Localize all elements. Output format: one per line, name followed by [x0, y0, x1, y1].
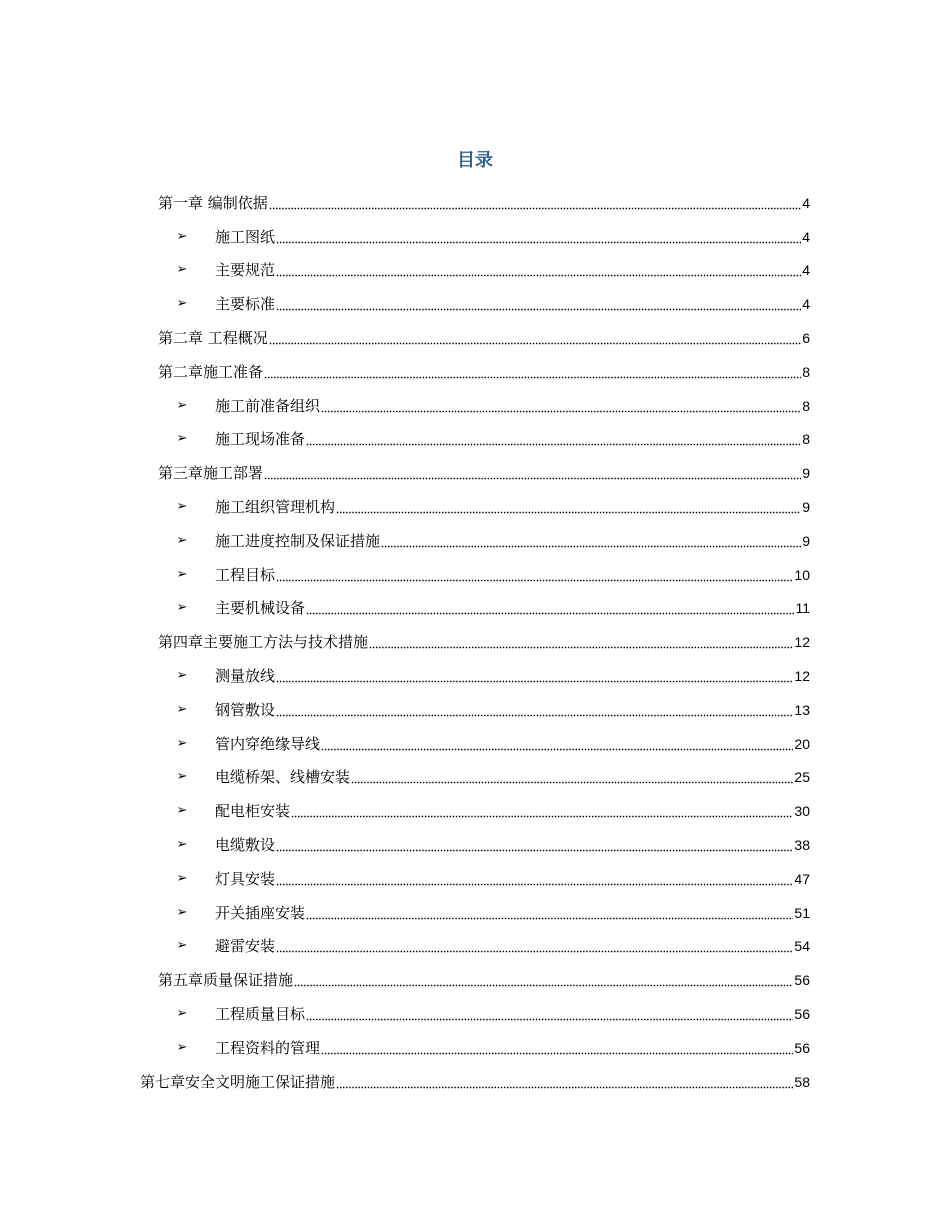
- toc-entry-text: 管内穿绝缘导线: [215, 734, 321, 753]
- toc-entry-text: 避雷安装: [215, 937, 276, 956]
- arrow-bullet-icon: ➢: [176, 870, 188, 886]
- arrow-bullet-icon: ➢: [176, 769, 188, 785]
- toc-entry-text: 测量放线: [215, 667, 276, 686]
- toc-page-number: 9: [802, 499, 810, 516]
- toc-entry-text: 钢管敷设: [215, 700, 276, 719]
- arrow-bullet-icon: ➢: [176, 431, 188, 447]
- toc-page-number: 4: [802, 228, 810, 245]
- dot-leader: [306, 429, 801, 449]
- arrow-bullet-icon: ➢: [176, 735, 188, 751]
- dot-leader: [369, 632, 793, 652]
- dot-leader: [306, 1004, 793, 1024]
- toc-title: 目录: [457, 150, 493, 171]
- toc-entry-text: 主要标准: [215, 295, 276, 314]
- dot-leader: [336, 1072, 793, 1092]
- toc-page-number: 12: [794, 634, 810, 651]
- toc-section-entry[interactable]: [0, 592, 950, 626]
- toc-entry-text: 第一章 编制依据: [158, 193, 268, 212]
- toc-section-entry[interactable]: [0, 862, 950, 896]
- dot-leader: [321, 734, 793, 754]
- toc-entry-text: 开关插座安装: [215, 903, 306, 922]
- dot-leader: [276, 260, 801, 280]
- dot-leader: [276, 936, 793, 956]
- toc-section-entry[interactable]: [0, 254, 950, 288]
- toc-entry-text: 主要机械设备: [215, 599, 306, 618]
- toc-entry-text: 施工现场准备: [215, 430, 306, 449]
- dot-leader: [294, 970, 793, 990]
- toc-entry-text: 工程质量目标: [215, 1005, 306, 1024]
- toc-entry-text: 第二章 工程概况: [158, 329, 268, 348]
- dot-leader: [269, 328, 801, 348]
- dot-leader: [269, 193, 801, 213]
- toc-section-entry[interactable]: [0, 727, 950, 761]
- toc-page-number: 58: [794, 1073, 810, 1090]
- dot-leader: [276, 565, 793, 585]
- toc-section-entry[interactable]: [0, 1031, 950, 1065]
- toc-entry-text: 电缆敷设: [215, 836, 276, 855]
- toc-entry-text: 配电柜安装: [215, 802, 291, 821]
- dot-leader: [276, 666, 793, 686]
- arrow-bullet-icon: ➢: [176, 1006, 188, 1022]
- arrow-bullet-icon: ➢: [176, 566, 188, 582]
- toc-entry-text: 施工前准备组织: [215, 396, 321, 415]
- toc-entry-text: 第三章施工部署: [158, 464, 264, 483]
- toc-page-number: 30: [794, 803, 810, 820]
- arrow-bullet-icon: ➢: [176, 228, 188, 244]
- toc-page-number: 25: [794, 769, 810, 786]
- toc-section-entry[interactable]: [0, 490, 950, 524]
- toc-page-number: 4: [802, 262, 810, 279]
- dot-leader: [291, 801, 793, 821]
- toc-section-entry[interactable]: [0, 896, 950, 930]
- dot-leader: [276, 294, 801, 314]
- toc-entry-text: 灯具安装: [215, 869, 276, 888]
- toc-chapter-entry[interactable]: [0, 963, 950, 997]
- toc-entry-text: 第七章安全文明施工保证措施: [140, 1072, 336, 1091]
- toc-chapter-entry[interactable]: [0, 625, 950, 659]
- toc-page-number: 6: [802, 330, 810, 347]
- toc-entry-text: 工程资料的管理: [215, 1038, 321, 1057]
- toc-page-number: 56: [794, 972, 810, 989]
- arrow-bullet-icon: ➢: [176, 701, 188, 717]
- toc-page-number: 56: [794, 1039, 810, 1056]
- arrow-bullet-icon: ➢: [176, 600, 188, 616]
- toc-chapter-entry[interactable]: [0, 186, 950, 220]
- toc-page-number: 4: [802, 194, 810, 211]
- toc-entry-text: 工程目标: [215, 565, 276, 584]
- toc-entry-text: 第五章质量保证措施: [158, 971, 294, 990]
- toc-page-number: 4: [802, 296, 810, 313]
- dot-leader: [321, 396, 801, 416]
- toc-page-number: 8: [802, 431, 810, 448]
- arrow-bullet-icon: ➢: [176, 397, 188, 413]
- dot-leader: [306, 903, 793, 923]
- toc-section-entry[interactable]: [0, 220, 950, 254]
- toc-page-number: 20: [794, 735, 810, 752]
- toc-entry-text: 第二章施工准备: [158, 362, 264, 381]
- toc-section-entry[interactable]: [0, 423, 950, 457]
- toc-entry-text: 施工组织管理机构: [215, 498, 336, 517]
- toc-section-entry[interactable]: [0, 794, 950, 828]
- dot-leader: [264, 362, 801, 382]
- dot-leader: [276, 869, 793, 889]
- arrow-bullet-icon: ➢: [176, 668, 188, 684]
- toc-chapter-entry[interactable]: [0, 1065, 950, 1099]
- toc-page-number: 11: [795, 600, 810, 617]
- toc-page-number: 9: [802, 465, 810, 482]
- toc-entry-text: 电缆桥架、线槽安装: [215, 768, 351, 787]
- toc-chapter-entry[interactable]: [0, 321, 950, 355]
- toc-entry-text: 施工图纸: [215, 227, 276, 246]
- toc-section-entry[interactable]: [0, 558, 950, 592]
- toc-section-entry[interactable]: [0, 930, 950, 964]
- toc-section-entry[interactable]: [0, 287, 950, 321]
- dot-leader: [276, 700, 793, 720]
- toc-page-number: 8: [802, 397, 810, 414]
- toc-page-number: 47: [794, 870, 810, 887]
- toc-page-number: 12: [794, 668, 810, 685]
- toc-chapter-entry[interactable]: [0, 456, 950, 490]
- arrow-bullet-icon: ➢: [176, 837, 188, 853]
- toc-page-number: 38: [794, 837, 810, 854]
- dot-leader: [306, 598, 794, 618]
- dot-leader: [381, 531, 801, 551]
- dot-leader: [264, 463, 801, 483]
- toc-chapter-entry[interactable]: [0, 355, 950, 389]
- toc-page-number: 51: [794, 904, 810, 921]
- dot-leader: [351, 767, 793, 787]
- arrow-bullet-icon: ➢: [176, 1039, 188, 1055]
- arrow-bullet-icon: ➢: [176, 262, 188, 278]
- toc-page-number: 8: [802, 363, 810, 380]
- toc-section-entry[interactable]: [0, 389, 950, 423]
- arrow-bullet-icon: ➢: [176, 296, 188, 312]
- arrow-bullet-icon: ➢: [176, 499, 188, 515]
- toc-entry-text: 主要规范: [215, 261, 276, 280]
- toc-page-number: 9: [802, 532, 810, 549]
- toc-section-entry[interactable]: [0, 693, 950, 727]
- toc-entry-text: 第四章主要施工方法与技术措施: [158, 633, 369, 652]
- toc-entry-text: 施工进度控制及保证措施: [215, 531, 381, 550]
- toc-section-entry[interactable]: [0, 524, 950, 558]
- toc-page-number: 10: [794, 566, 810, 583]
- arrow-bullet-icon: ➢: [176, 532, 188, 548]
- toc-list: [0, 186, 950, 1099]
- toc-section-entry[interactable]: [0, 828, 950, 862]
- arrow-bullet-icon: ➢: [176, 904, 188, 920]
- toc-section-entry[interactable]: [0, 659, 950, 693]
- dot-leader: [336, 497, 801, 517]
- toc-page-number: 13: [794, 701, 810, 718]
- dot-leader: [321, 1038, 793, 1058]
- toc-page-number: 54: [794, 938, 810, 955]
- arrow-bullet-icon: ➢: [176, 803, 188, 819]
- toc-section-entry[interactable]: [0, 997, 950, 1031]
- dot-leader: [276, 835, 793, 855]
- toc-page-number: 56: [794, 1006, 810, 1023]
- toc-section-entry[interactable]: [0, 761, 950, 795]
- arrow-bullet-icon: ➢: [176, 938, 188, 954]
- dot-leader: [276, 227, 801, 247]
